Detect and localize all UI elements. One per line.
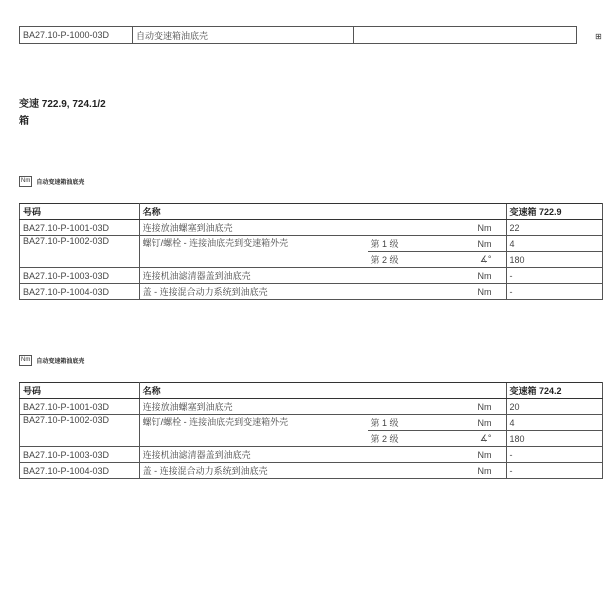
row-code[interactable]: BA27.10-P-1003-03D <box>20 268 140 284</box>
row-value: - <box>506 463 602 479</box>
row-value: - <box>506 268 602 284</box>
row-stage <box>368 463 472 479</box>
table-row <box>20 447 603 463</box>
row-value: 4 <box>506 415 602 431</box>
header-unit <box>472 383 506 399</box>
reference-row <box>20 27 577 44</box>
table-row <box>20 463 603 479</box>
reference-empty-cell <box>354 27 577 44</box>
row-name: 连接放油螺塞到油底壳 <box>139 399 367 415</box>
reference-code[interactable]: BA27.10-P-1000-03D <box>20 27 133 44</box>
row-name: 螺钉/螺栓 - 连接油底壳到变速箱外壳 <box>139 415 367 447</box>
table-header-row <box>20 383 603 399</box>
row-unit: Nm <box>472 447 506 463</box>
row-code[interactable]: BA27.10-P-1004-03D <box>20 284 140 300</box>
table-row <box>20 399 603 415</box>
row-stage <box>368 268 472 284</box>
header-stage <box>368 383 472 399</box>
header-model: 变速箱 724.2 <box>506 383 602 399</box>
row-code[interactable]: BA27.10-P-1004-03D <box>20 463 140 479</box>
torque-nm-icon: Nm <box>19 176 32 187</box>
row-value: 180 <box>506 252 602 268</box>
row-stage <box>368 447 472 463</box>
reference-name: 自动变速箱油底壳 <box>133 27 354 44</box>
header-unit <box>472 204 506 220</box>
row-stage <box>368 284 472 300</box>
header-code: 号码 <box>20 383 140 399</box>
row-unit-angle: ∡° <box>472 431 506 447</box>
row-stage <box>368 220 472 236</box>
header-name: 名称 <box>139 204 367 220</box>
header-code: 号码 <box>20 204 140 220</box>
table-row <box>20 284 603 300</box>
torque-nm-icon: Nm <box>19 355 32 366</box>
torque-table-724-2 <box>19 382 603 479</box>
row-name: 连接放油螺塞到油底壳 <box>139 220 367 236</box>
transmission-icon[interactable]: ⊞ <box>595 32 602 41</box>
table-row <box>20 268 603 284</box>
row-unit: Nm <box>472 284 506 300</box>
row-name: 盖 - 连接混合动力系统到油底壳 <box>139 284 367 300</box>
row-code[interactable]: BA27.10-P-1001-03D <box>20 399 140 415</box>
row-unit: Nm <box>472 220 506 236</box>
row-unit: Nm <box>472 415 506 431</box>
row-stage: 第 1 级 <box>368 415 472 431</box>
section-title-text: 自动变速箱油底壳 <box>36 180 85 186</box>
row-stage: 第 1 级 <box>368 236 472 252</box>
row-name: 螺钉/螺栓 - 连接油底壳到变速箱外壳 <box>139 236 367 268</box>
row-name: 连接机油滤清器盖到油底壳 <box>139 447 367 463</box>
page-heading <box>19 95 179 127</box>
table-row <box>20 415 603 431</box>
row-name: 连接机油滤清器盖到油底壳 <box>139 268 367 284</box>
row-stage: 第 2 级 <box>368 431 472 447</box>
row-code[interactable]: BA27.10-P-1002-03D <box>20 415 140 447</box>
reference-table <box>19 26 577 44</box>
row-unit: Nm <box>472 463 506 479</box>
section-title-2 <box>19 355 84 366</box>
row-value: 4 <box>506 236 602 252</box>
header-model: 变速箱 722.9 <box>506 204 602 220</box>
row-code[interactable]: BA27.10-P-1003-03D <box>20 447 140 463</box>
row-unit: Nm <box>472 236 506 252</box>
table-row <box>20 220 603 236</box>
row-value: 180 <box>506 431 602 447</box>
row-value: 22 <box>506 220 602 236</box>
row-code[interactable]: BA27.10-P-1002-03D <box>20 236 140 268</box>
section-title-text: 自动变速箱油底壳 <box>36 359 85 365</box>
row-stage: 第 2 级 <box>368 252 472 268</box>
row-unit: Nm <box>472 399 506 415</box>
row-unit: Nm <box>472 268 506 284</box>
row-name: 盖 - 连接混合动力系统到油底壳 <box>139 463 367 479</box>
section-title-1 <box>19 176 84 187</box>
header-name: 名称 <box>139 383 367 399</box>
header-stage <box>368 204 472 220</box>
heading-line-2: 箱 <box>19 116 29 127</box>
torque-table-722-9 <box>19 203 603 300</box>
row-code[interactable]: BA27.10-P-1001-03D <box>20 220 140 236</box>
row-stage <box>368 399 472 415</box>
row-value: - <box>506 284 602 300</box>
heading-line-1: 变速 722.9, 724.1/2 <box>19 99 106 110</box>
table-row <box>20 236 603 252</box>
table-header-row <box>20 204 603 220</box>
row-unit-angle: ∡° <box>472 252 506 268</box>
row-value: 20 <box>506 399 602 415</box>
row-value: - <box>506 447 602 463</box>
